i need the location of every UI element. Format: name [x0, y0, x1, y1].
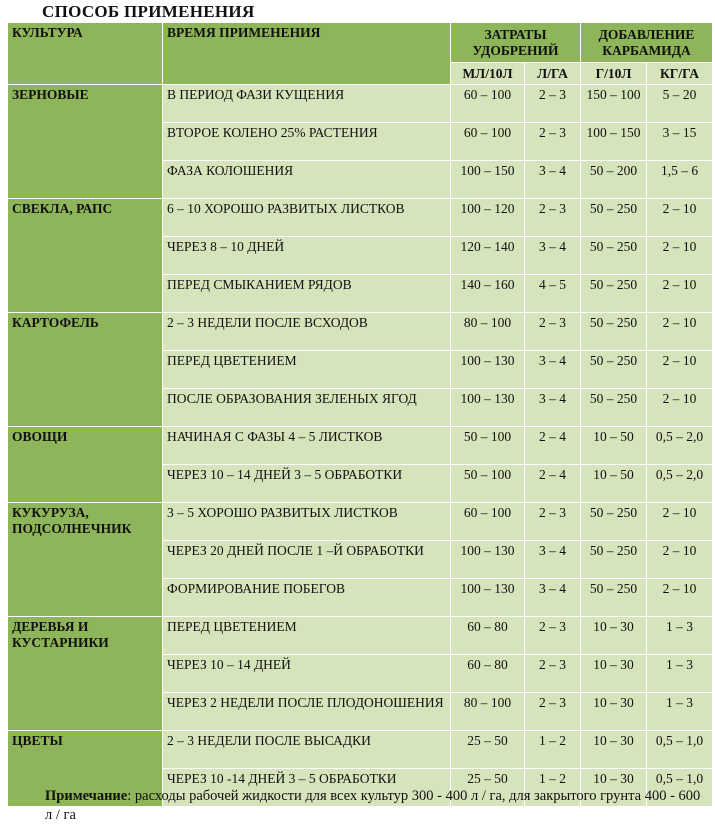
- fertilizer-l-ha: 3 – 4: [525, 389, 581, 427]
- carbamide-kg-ha: 2 – 10: [647, 541, 713, 579]
- carbamide-g-10l: 50 – 250: [581, 313, 647, 351]
- carbamide-g-10l: 50 – 250: [581, 389, 647, 427]
- crop-name: ЗЕРНОВЫЕ: [8, 85, 163, 199]
- carbamide-kg-ha: 3 – 15: [647, 123, 713, 161]
- application-time: 2 – 3 НЕДЕЛИ ПОСЛЕ ВСХОДОВ: [163, 313, 451, 351]
- fertilizer-ml-10l: 25 – 50: [451, 731, 525, 769]
- fertilizer-ml-10l: 60 – 80: [451, 655, 525, 693]
- carbamide-g-10l: 50 – 250: [581, 275, 647, 313]
- fertilizer-l-ha: 2 – 4: [525, 465, 581, 503]
- carbamide-kg-ha: 2 – 10: [647, 275, 713, 313]
- application-time: ЧЕРЕЗ 10 -14 ДНЕЙ 3 – 5 ОБРАБОТКИ: [163, 769, 451, 807]
- carbamide-g-10l: 50 – 250: [581, 199, 647, 237]
- carbamide-g-10l: 50 – 250: [581, 541, 647, 579]
- carbamide-g-10l: 100 – 150: [581, 123, 647, 161]
- footnote: [45, 787, 705, 825]
- fertilizer-l-ha: 2 – 3: [525, 313, 581, 351]
- fertilizer-l-ha: 3 – 4: [525, 541, 581, 579]
- fertilizer-l-ha: 3 – 4: [525, 237, 581, 275]
- application-time: ПОСЛЕ ОБРАЗОВАНИЯ ЗЕЛЕНЫХ ЯГОД: [163, 389, 451, 427]
- application-time: ЧЕРЕЗ 2 НЕДЕЛИ ПОСЛЕ ПЛОДОНОШЕНИЯ: [163, 693, 451, 731]
- carbamide-g-10l: 50 – 250: [581, 351, 647, 389]
- carbamide-kg-ha: 0,5 – 2,0: [647, 465, 713, 503]
- crop-name: КУКУРУЗА, ПОДСОЛНЕЧНИК: [8, 503, 163, 617]
- fertilizer-l-ha: 1 – 2: [525, 731, 581, 769]
- crop-name: ЦВЕТЫ: [8, 731, 163, 807]
- crop-name: КАРТОФЕЛЬ: [8, 313, 163, 427]
- application-time: ФАЗА КОЛОШЕНИЯ: [163, 161, 451, 199]
- carbamide-kg-ha: 2 – 10: [647, 351, 713, 389]
- carbamide-g-10l: 10 – 30: [581, 617, 647, 655]
- fertilizer-l-ha: 3 – 4: [525, 579, 581, 617]
- header-culture: КУЛЬТУРА: [8, 23, 163, 85]
- fertilizer-ml-10l: 80 – 100: [451, 693, 525, 731]
- fertilizer-l-ha: 3 – 4: [525, 161, 581, 199]
- application-time: ПЕРЕД СМЫКАНИЕМ РЯДОВ: [163, 275, 451, 313]
- carbamide-g-10l: 10 – 50: [581, 465, 647, 503]
- header-time: ВРЕМЯ ПРИМЕНЕНИЯ: [163, 23, 451, 85]
- carbamide-kg-ha: 2 – 10: [647, 503, 713, 541]
- fertilizer-l-ha: 4 – 5: [525, 275, 581, 313]
- footnote-text: : расходы рабочей жидкости для всех культур 300 - 400 л / га, для закрытого грунта 400 - 600 л / га: [45, 788, 701, 823]
- fertilizer-l-ha: 2 – 4: [525, 427, 581, 465]
- fertilizer-ml-10l: 100 – 130: [451, 541, 525, 579]
- fertilizer-ml-10l: 100 – 130: [451, 351, 525, 389]
- footnote-label: Примечание: [45, 788, 128, 804]
- carbamide-kg-ha: 0,5 – 1,0: [647, 769, 713, 807]
- carbamide-kg-ha: 0,5 – 2,0: [647, 427, 713, 465]
- application-time: ВТОРОЕ КОЛЕНО 25% РАСТЕНИЯ: [163, 123, 451, 161]
- fertilizer-l-ha: 2 – 3: [525, 85, 581, 123]
- carbamide-kg-ha: 1 – 3: [647, 655, 713, 693]
- carbamide-g-10l: 10 – 30: [581, 769, 647, 807]
- carbamide-g-10l: 10 – 30: [581, 731, 647, 769]
- carbamide-kg-ha: 1 – 3: [647, 617, 713, 655]
- fertilizer-l-ha: 1 – 2: [525, 769, 581, 807]
- table-row: [8, 503, 713, 541]
- application-time: ФОРМИРОВАНИЕ ПОБЕГОВ: [163, 579, 451, 617]
- table-row: [8, 617, 713, 655]
- table-row: [8, 313, 713, 351]
- fertilizer-l-ha: 2 – 3: [525, 617, 581, 655]
- header-carbamide: ДОБАВЛЕНИЕ КАРБАМИДА: [581, 23, 713, 63]
- fertilizer-l-ha: 2 – 3: [525, 503, 581, 541]
- fertilizer-l-ha: 2 – 3: [525, 123, 581, 161]
- table-row: [8, 731, 713, 769]
- fertilizer-ml-10l: 60 – 80: [451, 617, 525, 655]
- carbamide-kg-ha: 0,5 – 1,0: [647, 731, 713, 769]
- unit-ml-10l: МЛ/10Л: [451, 63, 525, 85]
- application-table: [7, 22, 713, 807]
- fertilizer-ml-10l: 100 – 130: [451, 579, 525, 617]
- table-row: [8, 199, 713, 237]
- application-time: ЧЕРЕЗ 20 ДНЕЙ ПОСЛЕ 1 –Й ОБРАБОТКИ: [163, 541, 451, 579]
- fertilizer-ml-10l: 100 – 130: [451, 389, 525, 427]
- carbamide-g-10l: 10 – 30: [581, 693, 647, 731]
- carbamide-g-10l: 50 – 250: [581, 237, 647, 275]
- fertilizer-ml-10l: 60 – 100: [451, 503, 525, 541]
- carbamide-g-10l: 50 – 250: [581, 503, 647, 541]
- application-time: ЧЕРЕЗ 8 – 10 ДНЕЙ: [163, 237, 451, 275]
- application-time: ПЕРЕД ЦВЕТЕНИЕМ: [163, 351, 451, 389]
- fertilizer-l-ha: 2 – 3: [525, 693, 581, 731]
- unit-l-ha: Л/ГА: [525, 63, 581, 85]
- application-time: В ПЕРИОД ФАЗИ КУЩЕНИЯ: [163, 85, 451, 123]
- crop-name: СВЕКЛА, РАПС: [8, 199, 163, 313]
- fertilizer-l-ha: 2 – 3: [525, 655, 581, 693]
- fertilizer-ml-10l: 140 – 160: [451, 275, 525, 313]
- carbamide-g-10l: 10 – 30: [581, 655, 647, 693]
- carbamide-kg-ha: 2 – 10: [647, 579, 713, 617]
- fertilizer-ml-10l: 50 – 100: [451, 427, 525, 465]
- application-time: ЧЕРЕЗ 10 – 14 ДНЕЙ 3 – 5 ОБРАБОТКИ: [163, 465, 451, 503]
- carbamide-kg-ha: 5 – 20: [647, 85, 713, 123]
- carbamide-g-10l: 150 – 100: [581, 85, 647, 123]
- application-time: ПЕРЕД ЦВЕТЕНИЕМ: [163, 617, 451, 655]
- application-time: 3 – 5 ХОРОШО РАЗВИТЫХ ЛИСТКОВ: [163, 503, 451, 541]
- application-time: ЧЕРЕЗ 10 – 14 ДНЕЙ: [163, 655, 451, 693]
- crop-name: ОВОЩИ: [8, 427, 163, 503]
- application-time: 2 – 3 НЕДЕЛИ ПОСЛЕ ВЫСАДКИ: [163, 731, 451, 769]
- application-time: 6 – 10 ХОРОШО РАЗВИТЫХ ЛИСТКОВ: [163, 199, 451, 237]
- carbamide-kg-ha: 2 – 10: [647, 313, 713, 351]
- fertilizer-ml-10l: 120 – 140: [451, 237, 525, 275]
- carbamide-kg-ha: 2 – 10: [647, 237, 713, 275]
- fertilizer-ml-10l: 50 – 100: [451, 465, 525, 503]
- fertilizer-ml-10l: 60 – 100: [451, 85, 525, 123]
- carbamide-g-10l: 50 – 250: [581, 579, 647, 617]
- fertilizer-ml-10l: 60 – 100: [451, 123, 525, 161]
- fertilizer-ml-10l: 100 – 120: [451, 199, 525, 237]
- table-row: [8, 427, 713, 465]
- page-title: СПОСОБ ПРИМЕНЕНИЯ: [42, 2, 255, 21]
- carbamide-g-10l: 10 – 50: [581, 427, 647, 465]
- unit-kg-ha: КГ/ГА: [647, 63, 713, 85]
- crop-name: ДЕРЕВЬЯ И КУСТАРНИКИ: [8, 617, 163, 731]
- fertilizer-ml-10l: 80 – 100: [451, 313, 525, 351]
- fertilizer-ml-10l: 25 – 50: [451, 769, 525, 807]
- header-fertilizer: ЗАТРАТЫ УДОБРЕНИЙ: [451, 23, 581, 63]
- table-row: [8, 85, 713, 123]
- fertilizer-l-ha: 3 – 4: [525, 351, 581, 389]
- application-time: НАЧИНАЯ С ФАЗЫ 4 – 5 ЛИСТКОВ: [163, 427, 451, 465]
- carbamide-kg-ha: 2 – 10: [647, 199, 713, 237]
- carbamide-kg-ha: 1,5 – 6: [647, 161, 713, 199]
- carbamide-kg-ha: 2 – 10: [647, 389, 713, 427]
- unit-g-10l: Г/10Л: [581, 63, 647, 85]
- fertilizer-ml-10l: 100 – 150: [451, 161, 525, 199]
- fertilizer-l-ha: 2 – 3: [525, 199, 581, 237]
- carbamide-g-10l: 50 – 200: [581, 161, 647, 199]
- carbamide-kg-ha: 1 – 3: [647, 693, 713, 731]
